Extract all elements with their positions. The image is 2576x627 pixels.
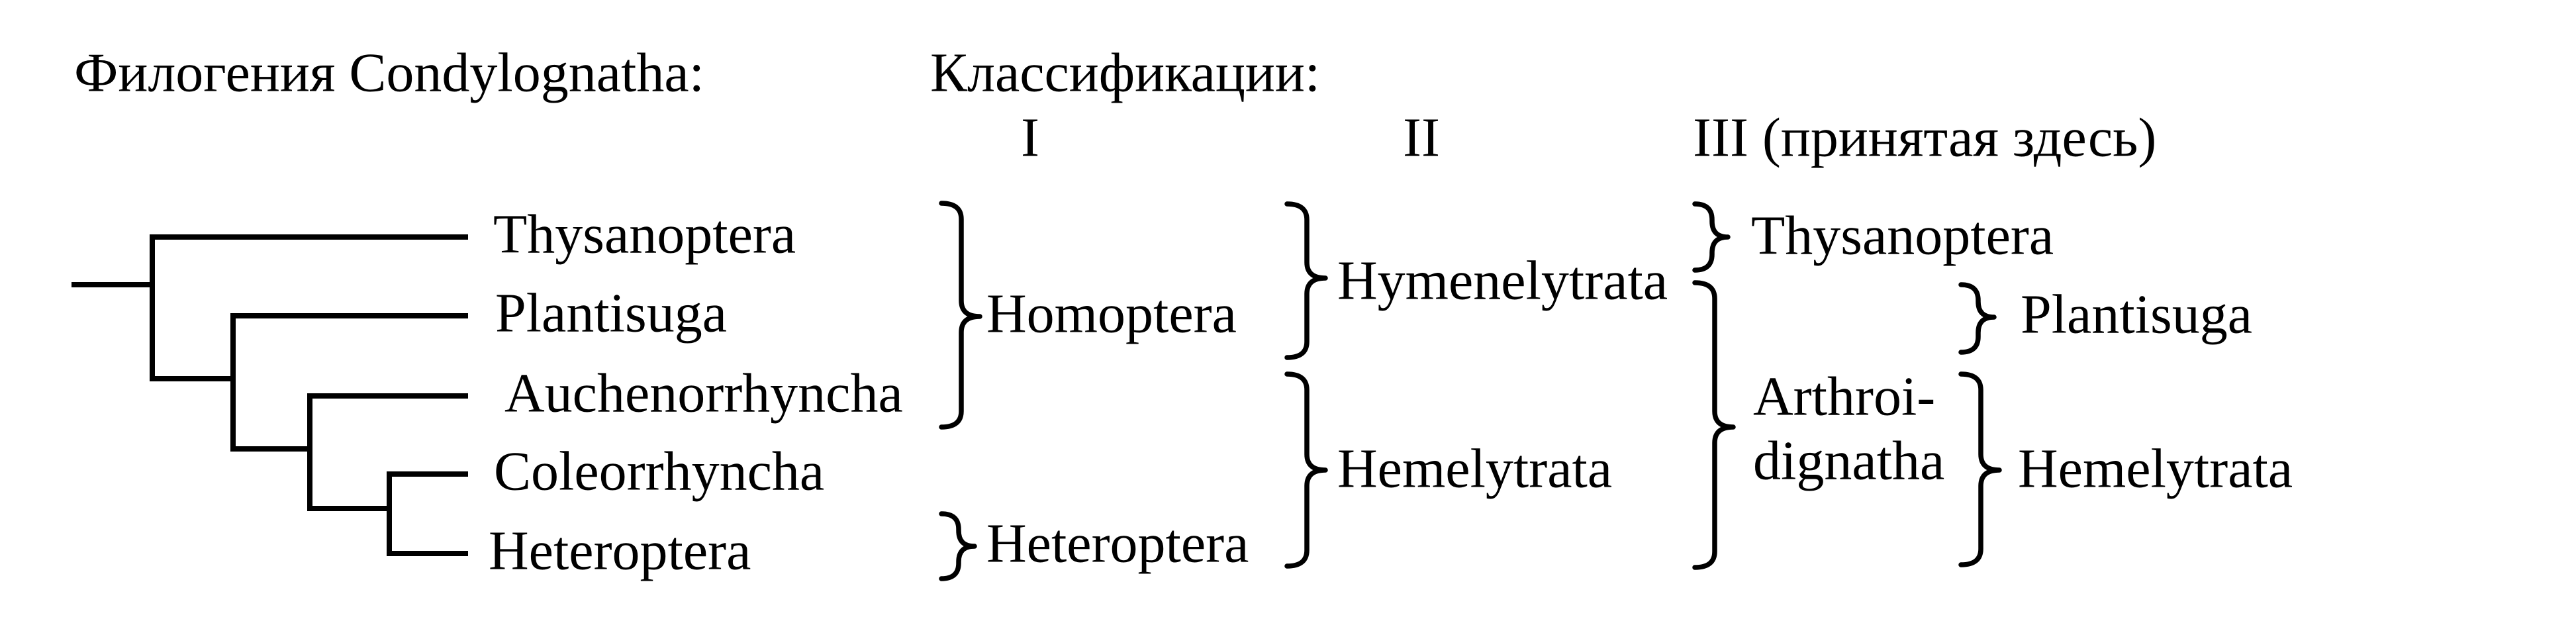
taxon-label-thysanoptera: Thysanoptera (493, 203, 796, 265)
taxon-label-heteroptera: Heteroptera (489, 520, 751, 582)
taxon-label-coleorrhyncha: Coleorrhyncha (494, 440, 825, 503)
brace-classification3-hemelytrata (1961, 374, 1999, 565)
taxon-label-auchenorrhyncha: Auchenorrhyncha (504, 362, 903, 424)
classification3-hemelytrata-label: Hemelytrata (2018, 438, 2293, 500)
classification3-arthroidignatha-label-line2: dignatha (1753, 430, 1945, 492)
classification3-plantisuga-label: Plantisuga (2021, 283, 2252, 346)
classification2-hymenelytrata-label: Hymenelytrata (1337, 250, 1668, 312)
classification1-heteroptera-label: Heteroptera (986, 512, 1249, 575)
brace-classification3-thysanoptera (1695, 204, 1728, 270)
column-header-III: III (принятая здесь) (1693, 107, 2157, 169)
brace-classification1-heteroptera (941, 514, 975, 579)
column-header-I: I (1021, 107, 1039, 169)
classification1-homoptera-label: Homoptera (986, 283, 1237, 345)
brace-classification2-hemelytrata (1287, 374, 1325, 566)
column-header-II: II (1403, 107, 1440, 169)
brace-classification3-plantisuga (1961, 285, 1994, 352)
brace-classification1-homoptera (941, 203, 980, 427)
classification3-thysanoptera-label: Thysanoptera (1751, 205, 2054, 267)
classification2-hemelytrata-label: Hemelytrata (1337, 438, 1613, 500)
classification3-arthroidignatha-label-line1: Arthroi- (1753, 365, 1936, 428)
taxon-label-plantisuga: Plantisuga (495, 282, 727, 344)
brace-classification2-hymenelytrata (1287, 204, 1325, 358)
classifications-title: Классификации: (930, 42, 1321, 104)
brace-classification3-arthroidignatha (1695, 283, 1733, 567)
phylogeny-title: Филогения Condylognatha: (74, 42, 705, 104)
